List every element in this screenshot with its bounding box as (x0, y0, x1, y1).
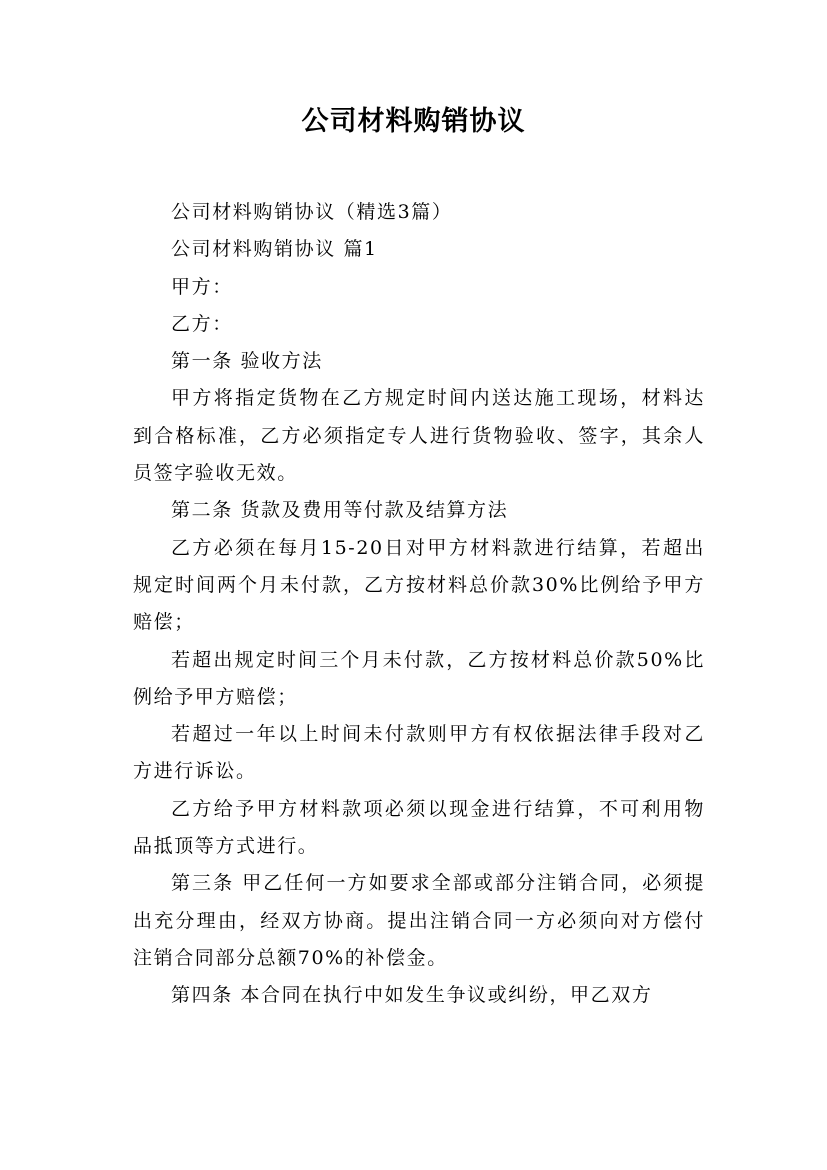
paragraph-clause-2-body-4: 乙方给予甲方材料款项必须以现金进行结算，不可利用物品抵顶等方式进行。 (133, 797, 705, 858)
paragraph-clause-2-body-2: 若超出规定时间三个月未付款，乙方按材料总价款50%比例给予甲方赔偿； (133, 648, 705, 708)
document-body (133, 194, 705, 1015)
paragraph-clause-4: 第四条 本合同在执行中如发生争议或纠纷，甲乙双方 (171, 984, 653, 1007)
document-title: 公司材料购销协议 (301, 106, 526, 137)
paragraph-clause-2-body-3: 若超过一年以上时间未付款则甲方有权依据法律手段对乙方进行诉讼。 (133, 723, 705, 783)
paragraph-clause-1-heading: 第一条 验收方法 (171, 350, 323, 373)
paragraph-clause-2-heading: 第二条 货款及费用等付款及结算方法 (171, 499, 509, 522)
paragraph-party-b: 乙方： (171, 312, 233, 335)
paragraph-clause-3: 第三条 甲乙任何一方如要求全部或部分注销合同，必须提出充分理由，经双方协商。提出注销合同一方必须向对方偿付注销合同部分总额70%的补偿金。 (133, 872, 705, 969)
paragraph-clause-1-body: 甲方将指定货物在乙方规定时间内送达施工现场，材料达到合格标准，乙方必须指定专人进行货物验收、签字，其余人员签字验收无效。 (133, 387, 705, 485)
paragraph-subtitle: 公司材料购销协议（精选3篇） (171, 201, 453, 223)
paragraph-party-a: 甲方： (171, 275, 233, 298)
paragraph-clause-2-body-1: 乙方必须在每月15-20日对甲方材料款进行结算，若超出规定时间两个月未付款，乙方按材料总价款30%比例给予甲方赔偿； (133, 536, 705, 634)
paragraph-article-heading: 公司材料购销协议 篇1 (171, 238, 378, 261)
